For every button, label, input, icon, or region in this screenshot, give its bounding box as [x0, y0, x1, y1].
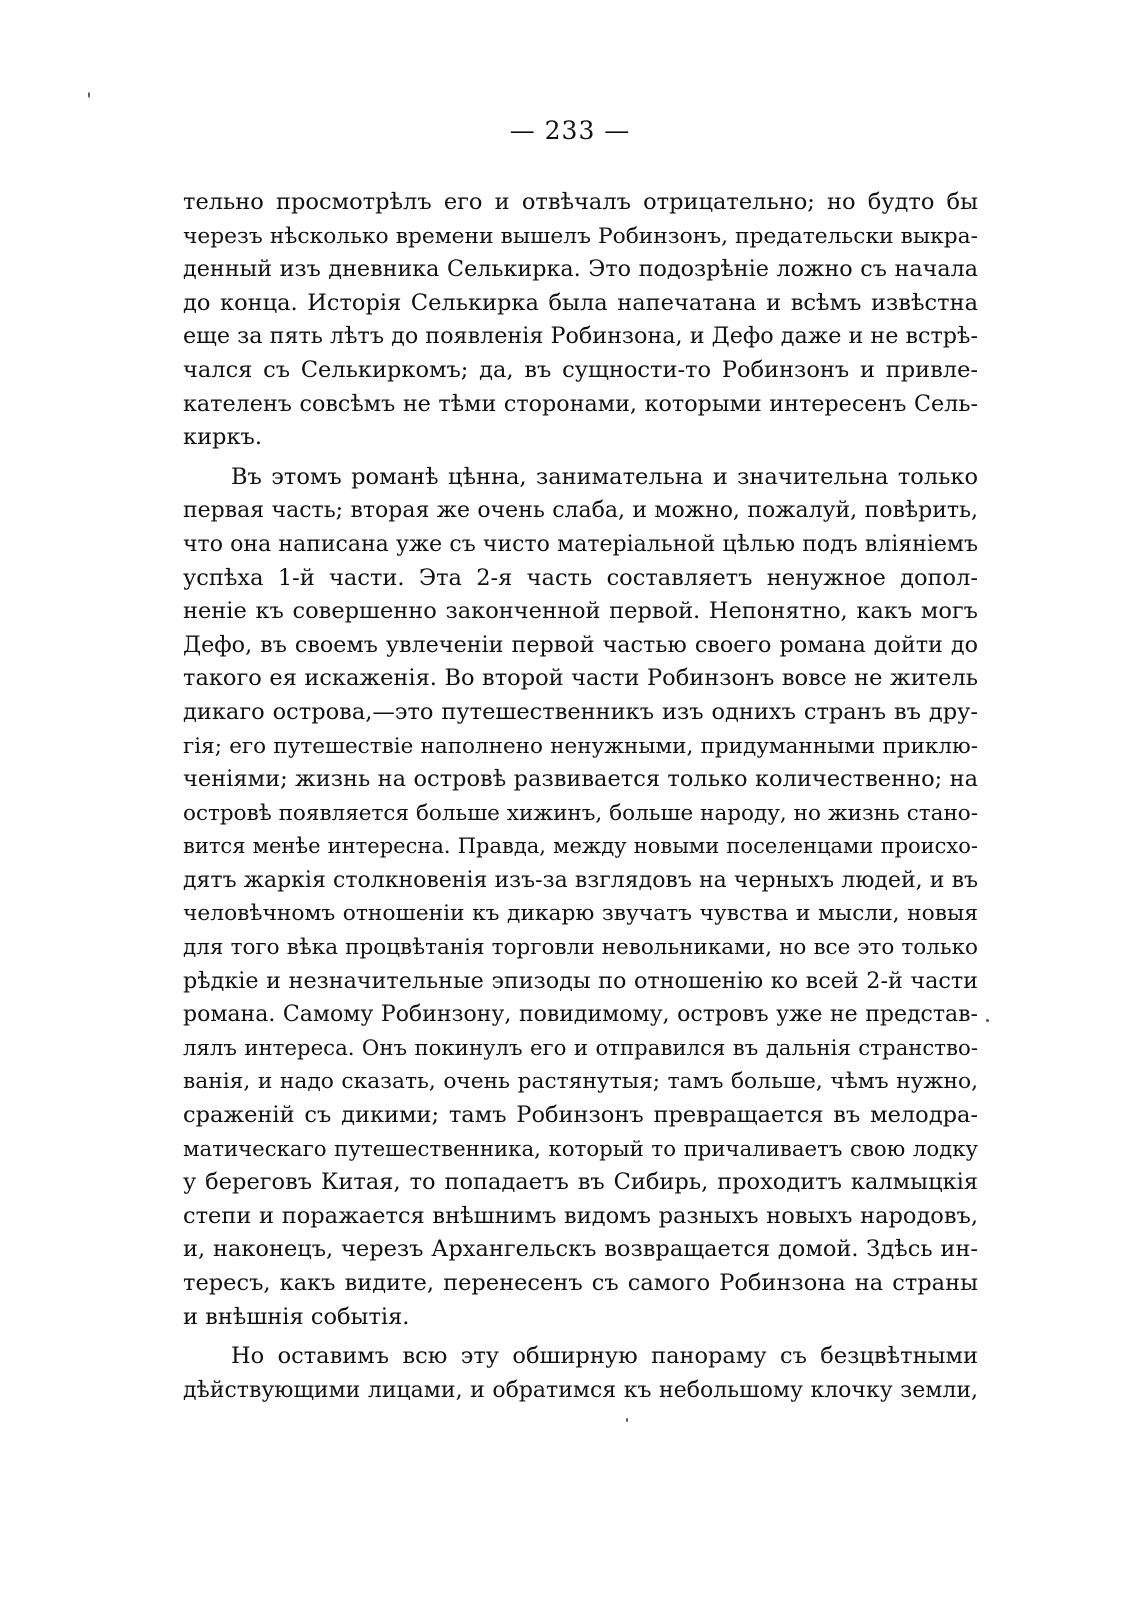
page-number: — 233 —: [509, 116, 631, 145]
body-text: [183, 186, 978, 1407]
text-line: еще за пять лѣтъ до появленія Робинзона, и Дефо даже и не встрѣ-: [183, 323, 978, 350]
text-line: тересъ, какъ видите, перенесенъ съ самого Робинзона на страны: [183, 1270, 978, 1296]
paragraph-3: [183, 1340, 978, 1407]
text-line: ванія, и надо сказать, очень растянутыя; тамъ больше, чѣмъ нужно,: [183, 1069, 978, 1095]
text-line: у береговъ Китая, то попадаетъ въ Сибирь, проходитъ калмыцкія: [183, 1169, 978, 1196]
text-line: романа. Самому Робинзону, повидимому, островъ уже не представ-: [183, 1002, 978, 1028]
text-line: Въ этомъ романѣ цѣнна, занимательна и значительна только: [231, 463, 978, 490]
text-line: гія; его путешествіе наполнено ненужными, придуманными приклю-: [183, 733, 978, 759]
text-line: успѣха 1-й части. Эта 2-я часть составляетъ ненужное допол-: [183, 564, 978, 591]
text-line: и, наконецъ, черезъ Архангельскъ возвращается домой. Здѣсь ин-: [183, 1236, 978, 1263]
text-line: дѣйствующими лицами, и обратимся къ небольшому клочку земли,: [183, 1377, 978, 1403]
text-line: ченіями; жизнь на островѣ развивается только количественно; на: [183, 766, 978, 793]
text-line: Но оставимъ всю эту обширную панораму съ безцвѣтными: [231, 1343, 978, 1370]
scan-speck: [88, 92, 90, 98]
text-line: тельно просмотрѣлъ его и отвѣчалъ отрицательно; но будто бы: [183, 189, 978, 215]
text-line: Дефо, въ своемъ увлеченіи первой частью своего романа дойти до: [183, 631, 978, 658]
text-line: черезъ нѣсколько времени вышелъ Робинзонъ, предательски выкра-: [183, 223, 978, 249]
scan-speck: [986, 1019, 989, 1022]
text-line: что она написана уже съ чисто матеріальной цѣлью подъ вліяніемъ: [183, 531, 978, 557]
text-line: дикаго острова,—это путешественникъ изъ однихъ странъ въ дру-: [183, 698, 978, 725]
text-line: островѣ появляется больше хижинъ, больше народу, но жизнь стано-: [183, 800, 978, 826]
text-line: такого ея искаженія. Во второй части Робинзонъ вовсе не житель: [183, 665, 978, 692]
text-line: степи и поражается внѣшнимъ видомъ разныхъ новыхъ народовъ,: [183, 1202, 978, 1229]
text-line: для того вѣка процвѣтанія торговли невольниками, но все это только: [183, 935, 978, 961]
text-line: человѣчномъ отношеніи къ дикарю звучатъ чувства и мысли, новыя: [183, 901, 978, 927]
paragraph-1: [183, 186, 978, 455]
text-line: первая часть; вторая же очень слаба, и можно, пожалуй, повѣрить,: [183, 498, 978, 524]
text-line: дятъ жаркія столкновенія изъ-за взглядовъ на черныхъ людей, и въ: [183, 867, 978, 893]
text-line: до конца. Исторія Селькирка была напечатана и всѣмъ извѣстна: [183, 289, 978, 316]
text-line: лялъ интереса. Онъ покинулъ его и отправился въ дальнія странство-: [183, 1035, 978, 1061]
text-line: сраженій съ дикими; тамъ Робинзонъ превращается въ мелодра-: [183, 1102, 978, 1129]
scan-speck: [626, 1418, 628, 1422]
text-line: кателенъ совсѣмъ не тѣми сторонами, которыми интересенъ Сель-: [183, 390, 978, 417]
text-line: киркъ.: [183, 424, 262, 451]
text-line: вится менѣе интересна. Правда, между новыми поселенцами происхо-: [183, 834, 978, 859]
text-line: рѣдкіе и незначительные эпизоды по отношенію ко всей 2-й части: [183, 967, 978, 994]
text-line: денный изъ дневника Селькирка. Это подозрѣніе ложно съ начала: [183, 256, 978, 283]
text-line: неніе къ совершенно законченной первой. Непонятно, какъ могъ: [183, 598, 978, 625]
paragraph-2: [183, 461, 978, 1334]
text-line: чался съ Селькиркомъ; да, въ сущности-то Робинзонъ и привле-: [183, 356, 978, 383]
text-line: матическаго путешественника, который то причаливаетъ свою лодку: [183, 1136, 978, 1162]
text-line: и внѣшнія событія.: [183, 1303, 410, 1330]
